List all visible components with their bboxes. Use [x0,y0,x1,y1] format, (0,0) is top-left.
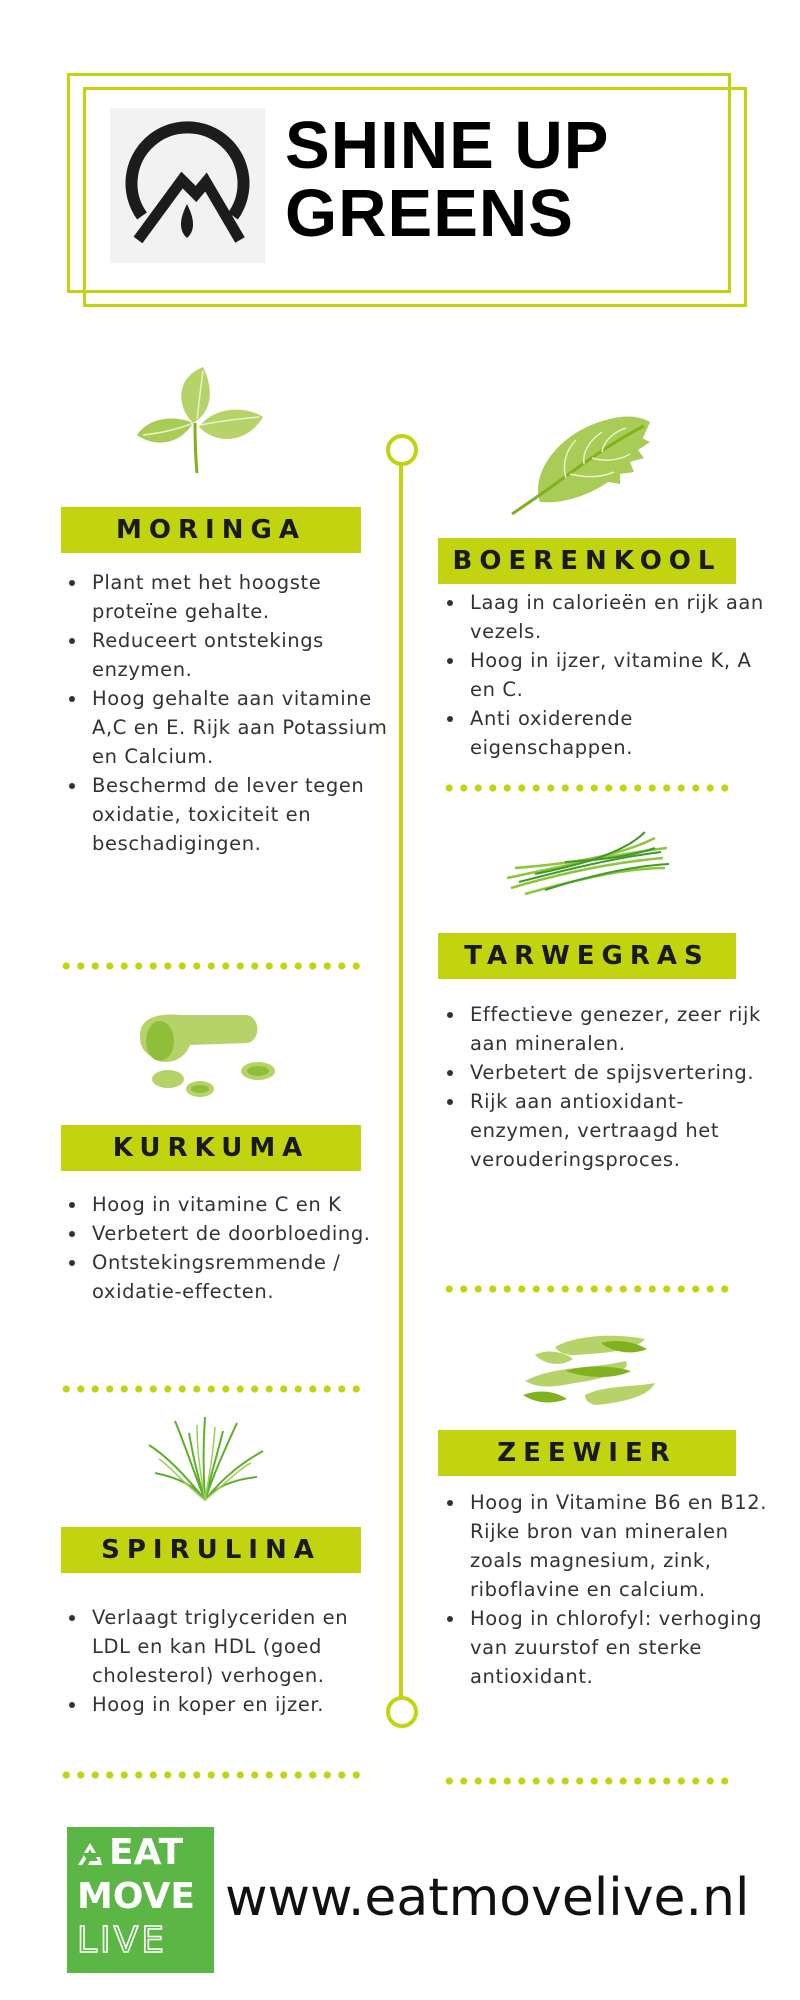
moringa-facts [60,568,398,858]
seaweed-icon [515,1325,665,1410]
zeewier-facts [438,1488,771,1691]
turmeric-root-icon [130,1005,280,1105]
list-item: • Reduceert ontstekings enzymen. [88,626,398,684]
list-item: • Hoog in Vitamine B6 en B12. Rijke bron van mineralen zoals magnesium, zink, riboflavine en calcium. [466,1488,771,1604]
boerenkool-banner [438,538,736,584]
logo-text-eat: EAT [109,1832,184,1873]
kurkuma-banner [61,1125,361,1171]
timeline-line [399,449,403,1705]
list-item: • Verbetert de spijsvertering. [466,1058,771,1087]
page-title [285,108,610,251]
list-item: • Ontstekingsremmende / oxidatie-effecten. [88,1248,388,1306]
timeline-top-node [386,434,418,466]
list-item: • Plant met het hoogste proteïne gehalte. [88,568,398,626]
zeewier-dotted-divider [442,1777,732,1785]
kurkuma-title: KURKUMA [112,1133,310,1163]
tarwegras-dotted-divider [442,1285,732,1293]
kale-leaf-icon [510,412,660,517]
tarwegras-title: TARWEGRAS [464,941,710,971]
boerenkool-title: BOERENKOOL [452,546,722,576]
spirulina-facts [60,1603,388,1719]
logo-text-live: LIVE [77,1920,168,1961]
tarwegras-facts [438,1000,771,1174]
boerenkool-dotted-divider [442,784,732,792]
kurkuma-facts [60,1190,388,1306]
moringa-leaves-icon [135,365,265,480]
eatmovelive-logo [67,1827,214,1973]
tarwegras-banner [438,933,736,979]
zeewier-banner [438,1430,736,1476]
wheatgrass-icon [505,828,670,898]
list-item: • Verlaagt triglyceriden en LDL en kan HDL (goed cholesterol) verhogen. [88,1603,388,1690]
list-item: • Hoog in ijzer, vitamine K, A en C. [466,646,766,704]
list-item: • Effectieve genezer, zeer rijk aan mineralen. [466,1000,771,1058]
recycle-arrows-icon [76,1841,104,1869]
list-item: • Hoog in koper en ijzer. [88,1690,388,1719]
list-item: • Beschermd de lever tegen oxidatie, toxiciteit en beschadigingen. [88,771,398,858]
list-item: • Rijk aan antioxidant-enzymen, vertraagd het verouderingsproces. [466,1087,771,1174]
spirulina-title: SPIRULINA [101,1535,321,1565]
website-url[interactable]: www.eatmovelive.nl [225,1868,750,1928]
timeline-bottom-node [386,1696,418,1728]
title-line-1: SHINE UP [285,108,610,183]
list-item: • Hoog in chlorofyl: verhoging van zuurstof en sterke antioxidant. [466,1604,771,1691]
brand-mountain-logo-icon [110,108,265,263]
spirulina-dotted-divider [59,1771,361,1779]
moringa-title: MORINGA [116,515,306,545]
kurkuma-dotted-divider [59,1385,361,1393]
list-item: • Verbetert de doorbloeding. [88,1219,388,1248]
title-line-2: GREENS [285,176,574,251]
boerenkool-facts [438,588,766,762]
list-item: • Anti oxiderende eigenschappen. [466,704,766,762]
list-item: • Hoog gehalte aan vitamine A,C en E. Rijk aan Potassium en Calcium. [88,684,398,771]
spirulina-grass-icon [145,1415,265,1505]
list-item: • Laag in calorieën en rijk aan vezels. [466,588,766,646]
spirulina-banner [61,1527,361,1573]
zeewier-title: ZEEWIER [497,1438,677,1468]
moringa-dotted-divider [59,962,361,970]
list-item: • Hoog in vitamine C en K [88,1190,388,1219]
logo-text-move: MOVE [77,1876,195,1917]
moringa-banner [61,507,361,553]
